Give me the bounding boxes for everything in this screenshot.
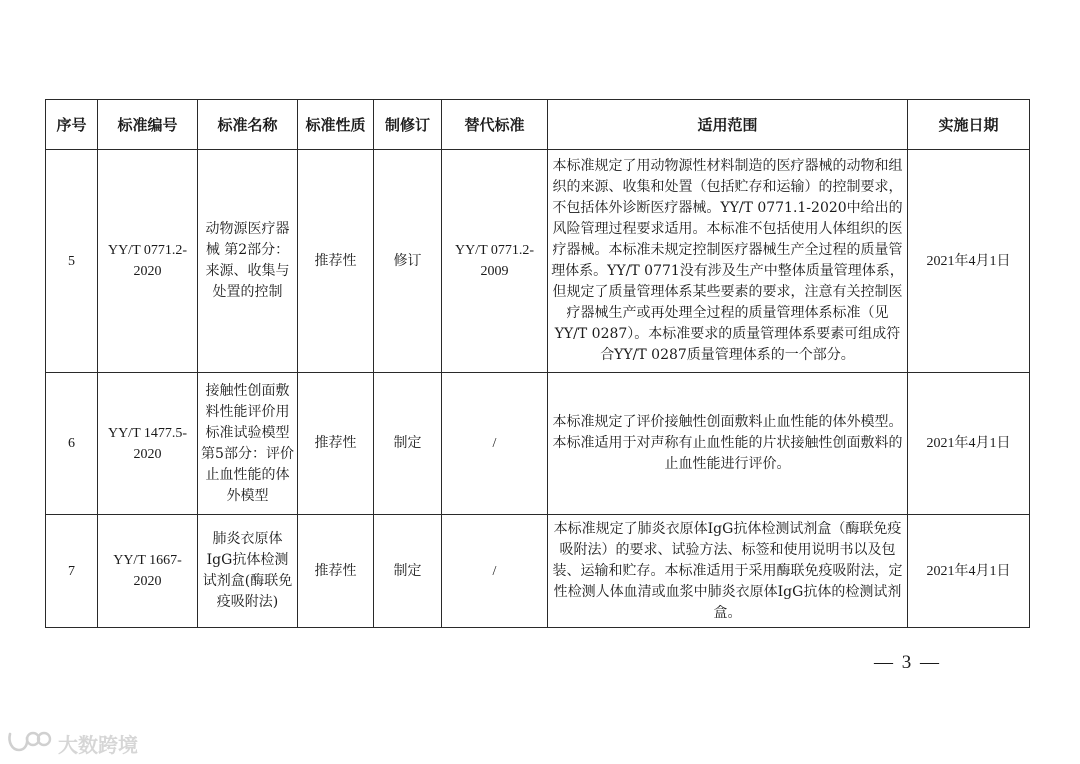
header-revision: 制修订	[374, 100, 442, 150]
row-date: 2021年4月1日	[908, 373, 1030, 515]
row-index: 7	[46, 515, 98, 628]
row-code: YY/T 0771.2-2020	[98, 150, 198, 373]
row-scope: 本标准规定了评价接触性创面敷料止血性能的体外模型。本标准适用于对声称有止血性能的片状接触性创面敷料的止血性能进行评价。	[548, 373, 908, 515]
row-nature: 推荐性	[298, 373, 374, 515]
header-scope: 适用范围	[548, 100, 908, 150]
header-replaces: 替代标准	[442, 100, 548, 150]
row-nature: 推荐性	[298, 150, 374, 373]
row-code: YY/T 1477.5-2020	[98, 373, 198, 515]
row-scope: 本标准规定了肺炎衣原体IgG抗体检测试剂盒（酶联免疫吸附法）的要求、试验方法、标签和使用说明书以及包装、运输和贮存。本标准适用于采用酶联免疫吸附法，定性检测人体血清或血浆中肺炎衣原体IgG抗体的检测试剂盒。	[548, 515, 908, 628]
row-name: 动物源医疗器械 第2部分：来源、收集与处置的控制	[198, 150, 298, 373]
row-name: 肺炎衣原体IgG抗体检测试剂盒(酶联免疫吸附法)	[198, 515, 298, 628]
table-row	[46, 515, 1030, 628]
row-nature: 推荐性	[298, 515, 374, 628]
header-date: 实施日期	[908, 100, 1030, 150]
page-number: — 3 —	[874, 652, 941, 673]
row-code: YY/T 1667-2020	[98, 515, 198, 628]
table-row	[46, 150, 1030, 373]
smile-logo-icon	[6, 728, 52, 758]
row-name: 接触性创面敷料性能评价用标准试验模型 第5部分：评价止血性能的体外模型	[198, 373, 298, 515]
row-index: 5	[46, 150, 98, 373]
row-replaces: /	[442, 515, 548, 628]
row-revision: 制定	[374, 373, 442, 515]
header-name: 标准名称	[198, 100, 298, 150]
row-date: 2021年4月1日	[908, 515, 1030, 628]
header-index: 序号	[46, 100, 98, 150]
watermark-text: 大数跨境	[58, 732, 138, 757]
row-date: 2021年4月1日	[908, 150, 1030, 373]
table-header-row	[46, 100, 1030, 150]
row-index: 6	[46, 373, 98, 515]
header-nature: 标准性质	[298, 100, 374, 150]
row-replaces: YY/T 0771.2-2009	[442, 150, 548, 373]
table-row	[46, 373, 1030, 515]
watermark	[6, 728, 138, 758]
row-revision: 修订	[374, 150, 442, 373]
row-replaces: /	[442, 373, 548, 515]
row-scope: 本标准规定了用动物源性材料制造的医疗器械的动物和组织的来源、收集和处置（包括贮存和运输）的控制要求，不包括体外诊断医疗器械。YY/T 0771.1-2020中给出的风险管理过程要求适用。本标准不包括使用人体组织的医疗器械。本标准未规定控制医疗器械生产全过程的质量管理体系。YY/T 0771没有涉及生产中整体质量管理体系，但规定了质量管理体系某些要素的要求，注意有关控制医疗器械生产或再处理全过程的质量管理体系标准（见YY/T 0287）。本标准要求的质量管理体系要素可组成符合YY/T 0287质量管理体系的一个部分。	[548, 150, 908, 373]
row-revision: 制定	[374, 515, 442, 628]
standards-table	[45, 99, 1030, 628]
header-code: 标准编号	[98, 100, 198, 150]
